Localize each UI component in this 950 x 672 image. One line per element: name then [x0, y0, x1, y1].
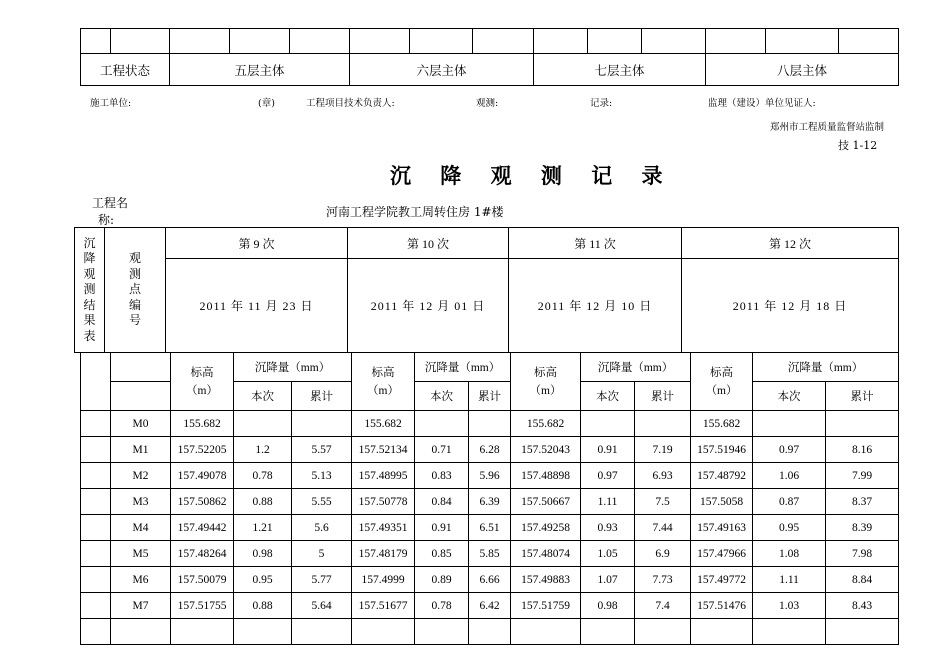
blank-cell — [581, 619, 635, 645]
date-9: 2011 年 11 月 23 日 — [166, 259, 348, 353]
settlement-table — [80, 352, 899, 645]
cumulative-header: 累计 — [469, 382, 511, 411]
status-table — [80, 28, 899, 86]
elevation-value: 157.47966 — [691, 541, 753, 567]
status-8: 八层主体 — [706, 54, 899, 86]
blank-cell — [826, 619, 899, 645]
elevation-label: 标高 — [190, 366, 214, 379]
table-row — [81, 515, 899, 541]
side-label-cell — [75, 228, 105, 353]
cumulative-value: 5.77 — [292, 567, 352, 593]
elevation-value: 157.50667 — [511, 489, 581, 515]
current-value — [581, 411, 635, 437]
elevation-label: 标高 — [371, 366, 395, 379]
blank-cell — [81, 411, 111, 437]
current-value: 0.91 — [581, 437, 635, 463]
cumulative-header: 累计 — [826, 382, 899, 411]
rounds-header-table — [74, 227, 899, 353]
cumulative-value — [826, 411, 899, 437]
current-value: 1.08 — [753, 541, 826, 567]
elevation-value: 157.50862 — [171, 489, 234, 515]
current-value — [234, 411, 292, 437]
current-header: 本次 — [581, 382, 635, 411]
form-code: 技 1-12 — [838, 139, 878, 152]
cumulative-value: 7.19 — [635, 437, 691, 463]
current-value — [753, 411, 826, 437]
blank-cell — [691, 619, 753, 645]
blank-cell — [352, 619, 415, 645]
blank-cell — [234, 619, 292, 645]
point-id: M1 — [111, 437, 171, 463]
point-id: M6 — [111, 567, 171, 593]
elevation-value: 157.4999 — [352, 567, 415, 593]
cumulative-value: 6.9 — [635, 541, 691, 567]
cumulative-value: 5.85 — [469, 541, 511, 567]
cumulative-value: 7.4 — [635, 593, 691, 619]
cumulative-header: 累计 — [635, 382, 691, 411]
current-value: 0.88 — [234, 593, 292, 619]
elevation-label: 标高 — [710, 366, 734, 379]
cumulative-value: 6.39 — [469, 489, 511, 515]
cumulative-value: 7.44 — [635, 515, 691, 541]
cumulative-value: 6.66 — [469, 567, 511, 593]
elevation-value: 157.52205 — [171, 437, 234, 463]
elevation-value: 157.50079 — [171, 567, 234, 593]
round-10: 第 10 次 — [348, 228, 509, 259]
cumulative-value: 7.5 — [635, 489, 691, 515]
empty-row — [81, 619, 899, 645]
current-value: 1.07 — [581, 567, 635, 593]
elevation-value: 155.682 — [511, 411, 581, 437]
rounds-date-row — [75, 259, 899, 353]
elevation-header — [171, 353, 234, 411]
elevation-value: 157.48792 — [691, 463, 753, 489]
point-label-cell — [105, 228, 166, 353]
cumulative-value — [292, 411, 352, 437]
current-value: 0.97 — [581, 463, 635, 489]
cumulative-value: 8.84 — [826, 567, 899, 593]
current-value: 0.89 — [415, 567, 469, 593]
table-row — [81, 489, 899, 515]
current-value: 1.2 — [234, 437, 292, 463]
elevation-value: 157.51946 — [691, 437, 753, 463]
point-id: M3 — [111, 489, 171, 515]
elevation-unit: （m） — [529, 384, 562, 397]
elevation-value: 157.49258 — [511, 515, 581, 541]
date-10: 2011 年 12 月 01 日 — [348, 259, 509, 353]
blank-cell — [81, 353, 111, 411]
table-row — [81, 593, 899, 619]
project-name: 河南工程学院教工周转住房 1#楼 — [326, 205, 504, 219]
elevation-value: 157.51476 — [691, 593, 753, 619]
date-12: 2011 年 12 月 18 日 — [682, 259, 899, 353]
elevation-unit: （m） — [705, 384, 738, 397]
cumulative-value: 8.43 — [826, 593, 899, 619]
elevation-value: 157.49442 — [171, 515, 234, 541]
cumulative-value: 6.42 — [469, 593, 511, 619]
elevation-value: 157.49772 — [691, 567, 753, 593]
blank-cell — [81, 463, 111, 489]
elevation-header — [352, 353, 415, 411]
elevation-value: 157.49351 — [352, 515, 415, 541]
table-row — [81, 541, 899, 567]
point-label: 观 测 点 编 号 — [128, 251, 141, 328]
current-value: 0.78 — [234, 463, 292, 489]
current-value: 1.05 — [581, 541, 635, 567]
cumulative-value: 5.13 — [292, 463, 352, 489]
round-9: 第 9 次 — [166, 228, 348, 259]
blank-cell — [171, 619, 234, 645]
status-6: 六层主体 — [350, 54, 534, 86]
current-value: 1.06 — [753, 463, 826, 489]
table-row — [81, 567, 899, 593]
current-value: 0.88 — [234, 489, 292, 515]
project-label-2: 称: — [98, 213, 115, 227]
current-value: 0.78 — [415, 593, 469, 619]
blank-cell — [81, 515, 111, 541]
cumulative-value: 8.16 — [826, 437, 899, 463]
current-value: 0.95 — [753, 515, 826, 541]
blank-cell — [415, 619, 469, 645]
project-label-1: 工程名 — [92, 196, 129, 210]
sig-unit: 施工单位: — [90, 98, 132, 109]
elevation-value: 157.51755 — [171, 593, 234, 619]
elevation-unit: （m） — [367, 384, 399, 397]
elevation-header — [691, 353, 753, 411]
cumulative-value: 5.96 — [469, 463, 511, 489]
cumulative-value: 6.51 — [469, 515, 511, 541]
cumulative-value: 5.64 — [292, 593, 352, 619]
blank-cell — [81, 489, 111, 515]
settlement-header: 沉降量（mm） — [753, 353, 899, 382]
table-row — [81, 411, 899, 437]
cumulative-value: 7.73 — [635, 567, 691, 593]
elevation-value: 157.50778 — [352, 489, 415, 515]
current-value: 1.21 — [234, 515, 292, 541]
elevation-value: 157.48074 — [511, 541, 581, 567]
supervisor-org: 郑州市工程质量监督站监制 — [770, 122, 885, 133]
current-value: 0.84 — [415, 489, 469, 515]
table-row — [81, 463, 899, 489]
current-header: 本次 — [234, 382, 292, 411]
round-12: 第 12 次 — [682, 228, 899, 259]
blank-cell — [635, 619, 691, 645]
point-id: M2 — [111, 463, 171, 489]
point-id: M4 — [111, 515, 171, 541]
settlement-header: 沉降量（mm） — [581, 353, 691, 382]
elevation-value: 157.52043 — [511, 437, 581, 463]
blank-cell — [81, 437, 111, 463]
current-value: 0.98 — [234, 541, 292, 567]
sig-observer: 观测: — [476, 98, 499, 109]
current-value: 0.93 — [581, 515, 635, 541]
elevation-value: 157.48179 — [352, 541, 415, 567]
current-value: 0.71 — [415, 437, 469, 463]
status-7: 七层主体 — [534, 54, 706, 86]
current-value: 0.91 — [415, 515, 469, 541]
cumulative-value: 6.28 — [469, 437, 511, 463]
current-header: 本次 — [415, 382, 469, 411]
elevation-value: 157.49163 — [691, 515, 753, 541]
cumulative-value: 5.57 — [292, 437, 352, 463]
current-value: 0.83 — [415, 463, 469, 489]
blank-cell — [81, 541, 111, 567]
cumulative-value: 6.93 — [635, 463, 691, 489]
elevation-value: 157.49078 — [171, 463, 234, 489]
cumulative-value — [635, 411, 691, 437]
blank-cell — [81, 567, 111, 593]
elevation-value: 157.48264 — [171, 541, 234, 567]
cumulative-value: 7.98 — [826, 541, 899, 567]
sig-seal: (章) — [258, 98, 275, 109]
point-id: M7 — [111, 593, 171, 619]
blank-cell — [753, 619, 826, 645]
blank-cell — [511, 619, 581, 645]
cumulative-value: 5 — [292, 541, 352, 567]
elevation-value: 155.682 — [171, 411, 234, 437]
cumulative-value — [469, 411, 511, 437]
elevation-unit: （m） — [186, 384, 218, 397]
cumulative-value: 8.39 — [826, 515, 899, 541]
settlement-header: 沉降量（mm） — [415, 353, 511, 382]
sig-tech-lead: 工程项目技术负责人: — [306, 98, 395, 109]
current-value: 0.95 — [234, 567, 292, 593]
status-row — [81, 54, 899, 86]
blank-cell — [81, 593, 111, 619]
current-value: 1.11 — [581, 489, 635, 515]
blank-cell — [111, 382, 171, 411]
current-value: 0.98 — [581, 593, 635, 619]
elevation-header — [511, 353, 581, 411]
page-title: 沉 降 观 测 记 录 — [390, 164, 674, 188]
point-id: M0 — [111, 411, 171, 437]
blank-cell — [111, 619, 171, 645]
current-value: 0.87 — [753, 489, 826, 515]
point-id: M5 — [111, 541, 171, 567]
cumulative-value: 5.55 — [292, 489, 352, 515]
elevation-value: 157.51759 — [511, 593, 581, 619]
elevation-value: 157.48898 — [511, 463, 581, 489]
column-header-row-1 — [81, 353, 899, 382]
current-value: 0.85 — [415, 541, 469, 567]
cumulative-header: 累计 — [292, 382, 352, 411]
blank-cell — [292, 619, 352, 645]
current-value: 0.97 — [753, 437, 826, 463]
cumulative-value: 7.99 — [826, 463, 899, 489]
blank-cell — [111, 353, 171, 382]
table-row — [81, 437, 899, 463]
elevation-value: 155.682 — [691, 411, 753, 437]
elevation-value: 157.49883 — [511, 567, 581, 593]
elevation-value: 157.5058 — [691, 489, 753, 515]
elevation-value: 157.52134 — [352, 437, 415, 463]
elevation-value: 157.48995 — [352, 463, 415, 489]
blank-cell — [81, 619, 111, 645]
cumulative-value: 8.37 — [826, 489, 899, 515]
round-11: 第 11 次 — [509, 228, 682, 259]
settlement-header: 沉降量（mm） — [234, 353, 352, 382]
cumulative-value: 5.6 — [292, 515, 352, 541]
side-label: 沉 降 观 测 结 果 表 — [83, 235, 96, 343]
current-header: 本次 — [753, 382, 826, 411]
status-5: 五层主体 — [170, 54, 350, 86]
current-value: 1.11 — [753, 567, 826, 593]
elevation-label: 标高 — [534, 366, 558, 379]
elevation-value: 155.682 — [352, 411, 415, 437]
current-value — [415, 411, 469, 437]
sig-recorder: 记录: — [590, 98, 613, 109]
date-11: 2011 年 12 月 10 日 — [509, 259, 682, 353]
sig-supervisor: 监理（建设）单位见证人: — [708, 98, 816, 109]
status-label: 工程状态 — [81, 54, 170, 86]
elevation-value: 157.51677 — [352, 593, 415, 619]
current-value: 1.03 — [753, 593, 826, 619]
status-empty-row — [81, 29, 899, 54]
blank-cell — [469, 619, 511, 645]
rounds-label-row — [75, 228, 899, 259]
